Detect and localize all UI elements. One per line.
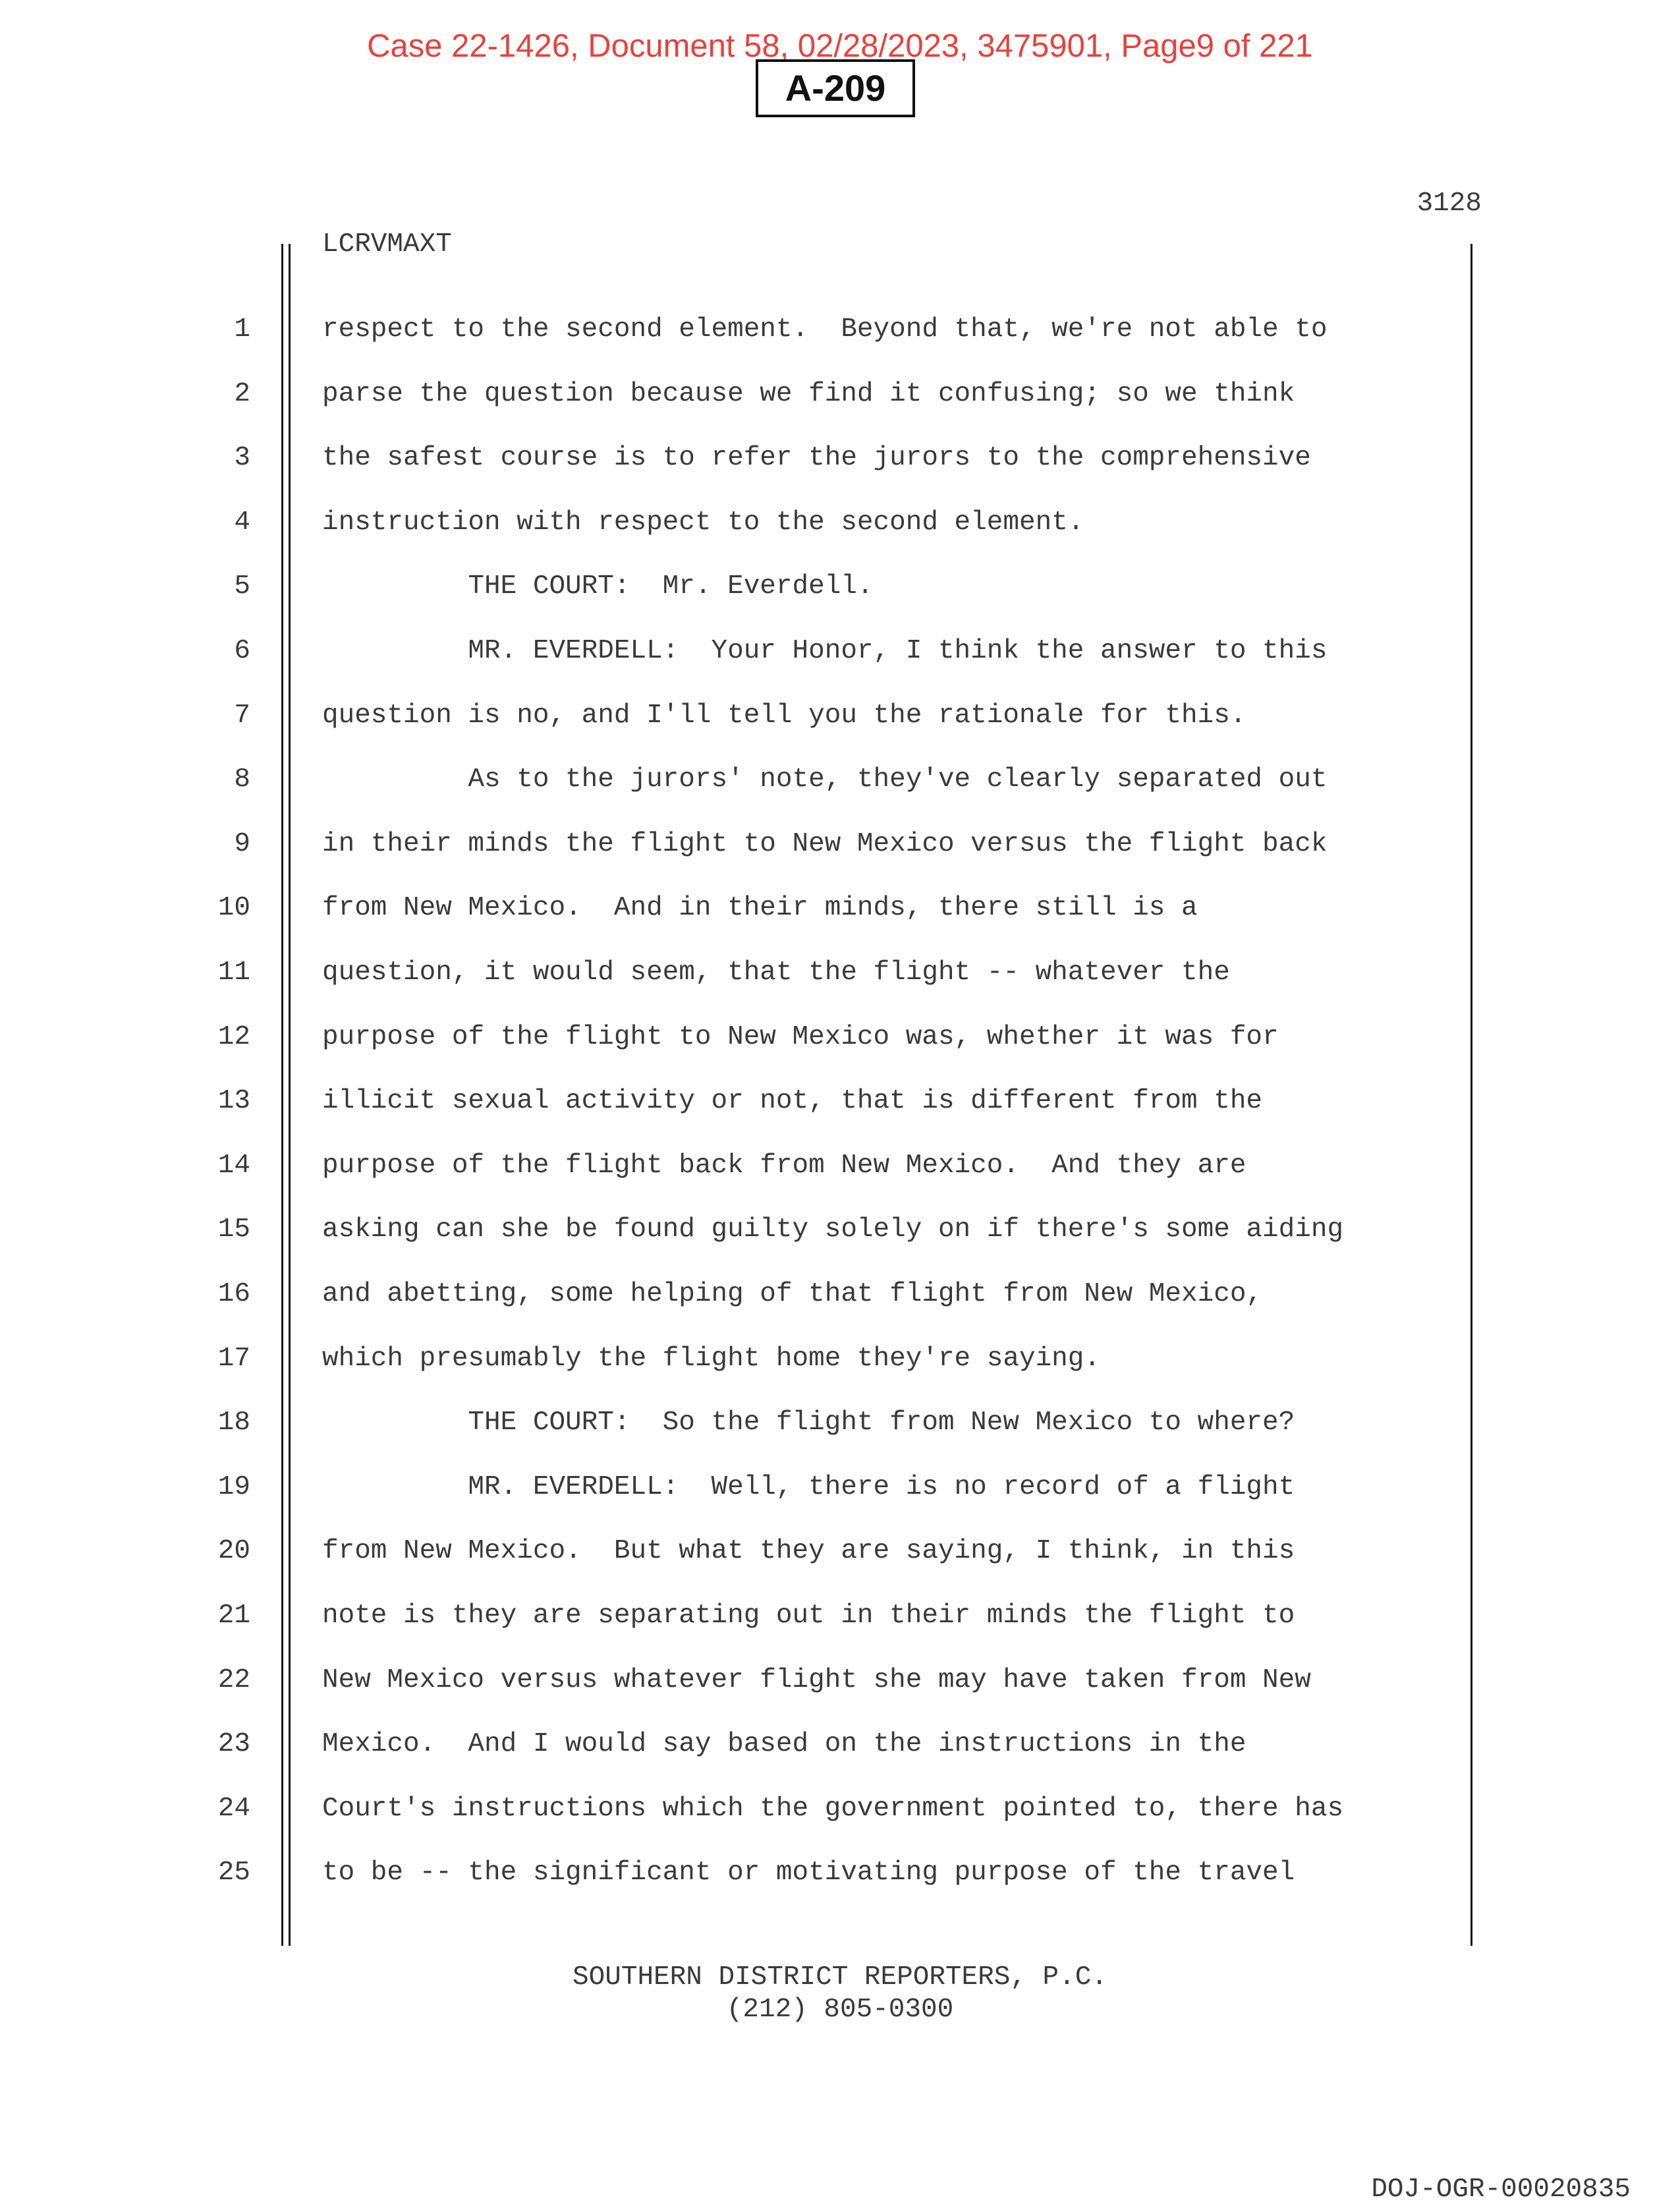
transcript-line: purpose of the flight to New Mexico was, whether it was for: [322, 1022, 1279, 1052]
line-number: 24: [217, 1794, 250, 1824]
line-number: 18: [217, 1407, 250, 1438]
transcript-line: question, it would seem, that the flight -- whatever the: [322, 957, 1230, 988]
transcript-line: and abetting, some helping of that flight from New Mexico,: [322, 1279, 1263, 1309]
line-number: 5: [234, 571, 250, 602]
transcript-line: respect to the second element. Beyond that, we're not able to: [322, 314, 1328, 345]
left-margin-rule-outer: [281, 244, 283, 1946]
transcript-line: MR. EVERDELL: Your Honor, I think the answer to this: [322, 636, 1328, 666]
line-number: 16: [217, 1279, 250, 1309]
case-header: Case 22-1426, Document 58, 02/28/2023, 3475901, Page9 of 221: [367, 28, 1313, 64]
transcript-line: to be -- the significant or motivating purpose of the travel: [322, 1858, 1295, 1888]
left-margin-rule-inner: [289, 244, 291, 1946]
line-number: 23: [217, 1729, 250, 1759]
transcript-line: MR. EVERDELL: Well, there is no record of a flight: [322, 1472, 1295, 1502]
line-number: 2: [234, 379, 250, 409]
transcript-line: from New Mexico. But what they are saying, I think, in this: [322, 1536, 1295, 1566]
transcript-page-number: 3128: [1416, 188, 1482, 219]
transcript-line: in their minds the flight to New Mexico versus the flight back: [322, 829, 1328, 859]
line-number: 15: [217, 1214, 250, 1245]
line-number: 7: [234, 700, 250, 731]
reporter-phone: (212) 805-0300: [726, 1995, 954, 2025]
reporter-name: SOUTHERN DISTRICT REPORTERS, P.C.: [573, 1962, 1107, 1993]
transcript-line: parse the question because we find it confusing; so we think: [322, 379, 1295, 409]
transcript-file-code: LCRVMAXT: [322, 229, 452, 260]
transcript-line: Court's instructions which the government pointed to, there has: [322, 1794, 1344, 1824]
line-number: 8: [234, 764, 250, 795]
line-number: 10: [217, 893, 250, 923]
line-number: 1: [234, 314, 250, 345]
line-number: 4: [234, 507, 250, 538]
transcript-line: As to the jurors' note, they've clearly separated out: [322, 764, 1328, 795]
line-number: 17: [217, 1344, 250, 1374]
transcript-line: note is they are separating out in their minds the flight to: [322, 1601, 1295, 1631]
line-number: 14: [217, 1150, 250, 1181]
right-margin-rule: [1470, 244, 1472, 1946]
line-number: 12: [217, 1022, 250, 1052]
line-number: 11: [217, 957, 250, 988]
transcript-line: THE COURT: Mr. Everdell.: [322, 571, 874, 602]
transcript-line: the safest course is to refer the jurors to the comprehensive: [322, 443, 1311, 473]
transcript-line: Mexico. And I would say based on the instructions in the: [322, 1729, 1246, 1759]
line-number: 19: [217, 1472, 250, 1502]
transcript-line: instruction with respect to the second element.: [322, 507, 1084, 538]
transcript-line: purpose of the flight back from New Mexico. And they are: [322, 1150, 1246, 1181]
transcript-line: from New Mexico. And in their minds, there still is a: [322, 893, 1198, 923]
line-number: 21: [217, 1601, 250, 1631]
line-number: 20: [217, 1536, 250, 1566]
transcript-line: which presumably the flight home they're saying.: [322, 1344, 1100, 1374]
transcript-line: illicit sexual activity or not, that is different from the: [322, 1086, 1263, 1116]
line-number: 25: [217, 1858, 250, 1888]
line-number: 6: [234, 636, 250, 666]
transcript-line: THE COURT: So the flight from New Mexico to where?: [322, 1407, 1295, 1438]
line-number: 13: [217, 1086, 250, 1116]
appendix-stamp: A-209: [756, 59, 915, 117]
line-number: 9: [234, 829, 250, 859]
line-number: 22: [217, 1665, 250, 1695]
transcript-line: asking can she be found guilty solely on if there's some aiding: [322, 1214, 1344, 1245]
transcript-line: question is no, and I'll tell you the rationale for this.: [322, 700, 1246, 731]
bates-number: DOJ-OGR-00020835: [1371, 2174, 1631, 2205]
line-number: 3: [234, 443, 250, 473]
transcript-line: New Mexico versus whatever flight she may have taken from New: [322, 1665, 1311, 1695]
